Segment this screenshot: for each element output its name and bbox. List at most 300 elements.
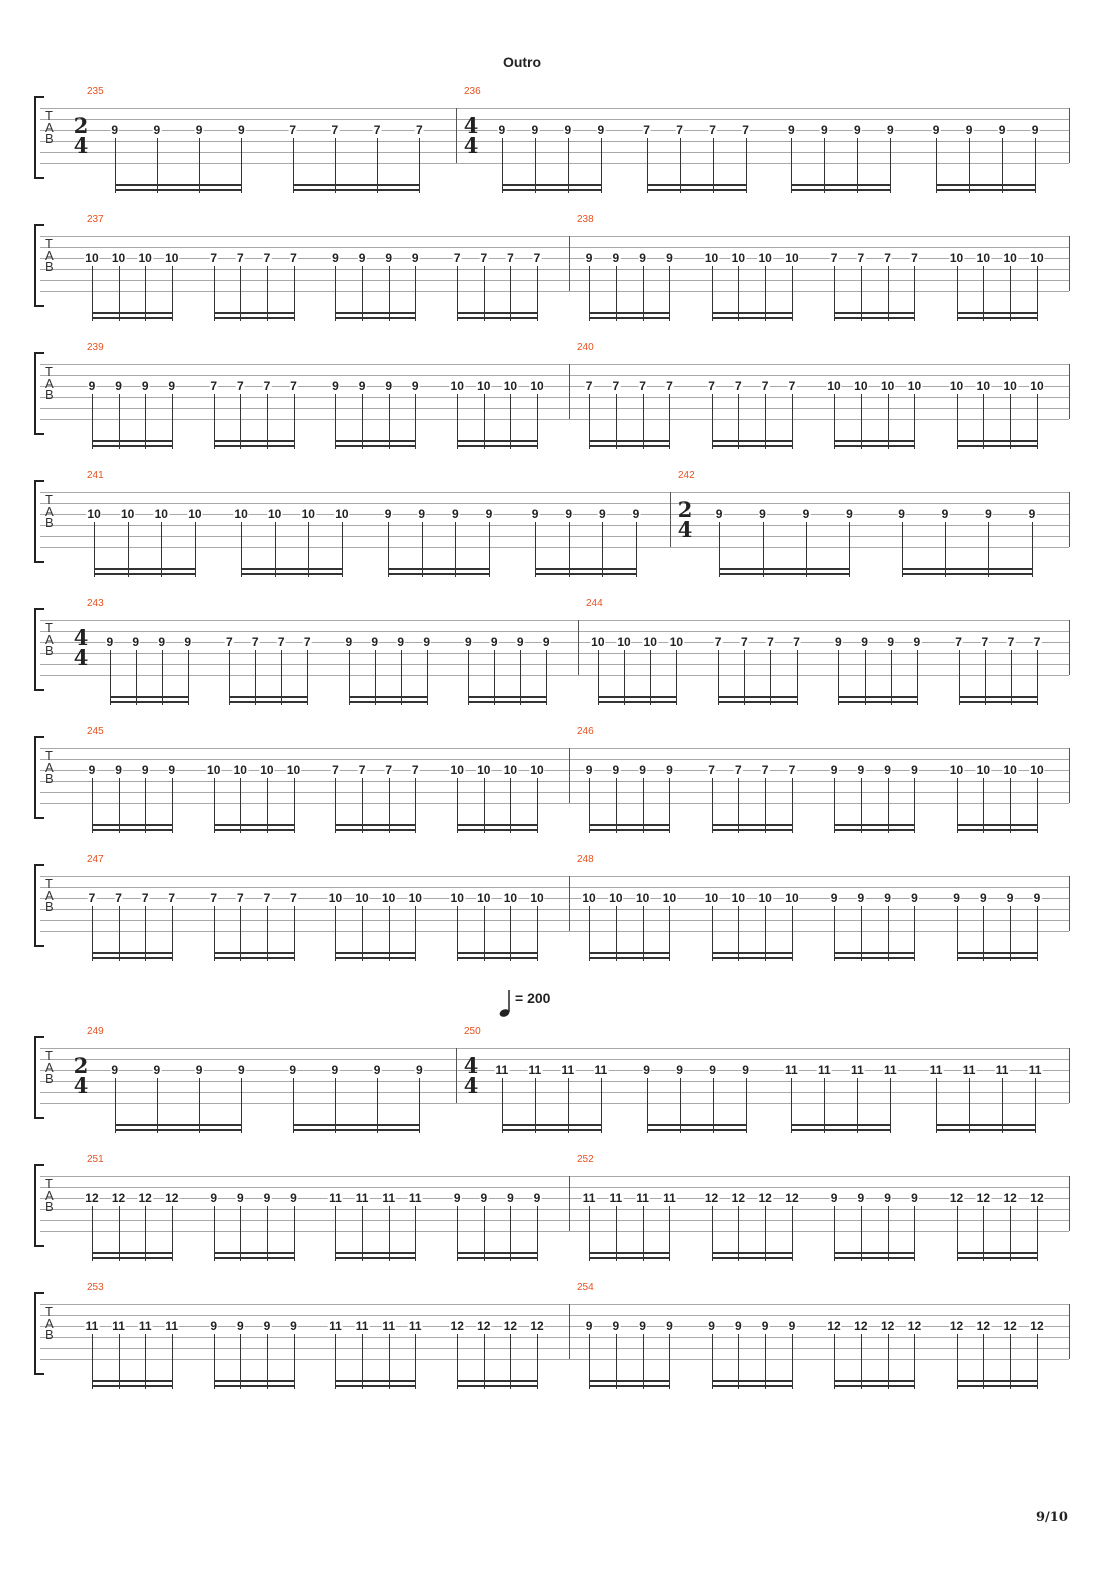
fret-number: 10 <box>503 891 518 905</box>
fret-number: 10 <box>87 507 101 521</box>
beam <box>92 440 173 442</box>
time-signature-top: 2 <box>73 1053 89 1078</box>
fret-number: 9 <box>411 379 419 393</box>
beam <box>712 829 793 831</box>
fret-number: 7 <box>643 123 650 137</box>
beam <box>115 1124 242 1126</box>
fret-number: 9 <box>106 635 114 649</box>
tab-clef-letter: B <box>45 259 54 274</box>
fret-number: 11 <box>609 1191 623 1205</box>
fret-number: 7 <box>735 763 742 777</box>
fret-number: 11 <box>408 1319 422 1333</box>
fret-number: 9 <box>913 635 921 649</box>
beam <box>589 445 670 447</box>
fret-number: 10 <box>268 507 282 521</box>
fret-number: 10 <box>731 251 746 265</box>
fret-number: 7 <box>884 251 891 265</box>
fret-number: 10 <box>880 379 895 393</box>
fret-number: 9 <box>237 123 245 137</box>
fret-number: 9 <box>358 379 366 393</box>
fret-number: 11 <box>329 1191 342 1205</box>
fret-number: 7 <box>1033 635 1041 649</box>
fret-number: 9 <box>195 123 203 137</box>
beam <box>335 317 416 319</box>
beam <box>457 824 538 826</box>
fret-number: 9 <box>857 891 865 905</box>
fret-number: 9 <box>666 1319 673 1333</box>
fret-number: 9 <box>332 251 339 265</box>
beam <box>293 184 420 186</box>
fret-number: 9 <box>418 507 426 521</box>
fret-number: 9 <box>263 1191 271 1205</box>
fret-number: 9 <box>884 1191 891 1205</box>
fret-number: 9 <box>857 1191 865 1205</box>
barline <box>1069 876 1070 931</box>
fret-number: 7 <box>303 635 311 649</box>
fret-number: 9 <box>153 123 161 137</box>
fret-number: 9 <box>263 1319 271 1333</box>
beam <box>957 1380 1038 1382</box>
tab-clef-letter: A <box>45 1315 54 1331</box>
staff-line <box>40 1304 1069 1305</box>
fret-number: 7 <box>263 251 271 265</box>
measure-number: 240 <box>577 342 594 353</box>
fret-number: 9 <box>132 635 140 649</box>
beam <box>936 1129 1036 1131</box>
fret-number: 9 <box>516 635 524 649</box>
beam <box>94 568 196 570</box>
beam <box>214 1252 295 1254</box>
fret-number: 7 <box>290 379 297 393</box>
fret-number: 11 <box>785 1063 798 1077</box>
section-title: Outro <box>502 54 542 70</box>
fret-number: 11 <box>884 1063 897 1077</box>
barline <box>1069 492 1070 547</box>
fret-number: 10 <box>669 635 684 649</box>
fret-number: 12 <box>827 1319 841 1333</box>
fret-number: 9 <box>236 1319 244 1333</box>
fret-number: 10 <box>662 891 677 905</box>
staff-line <box>40 664 1069 665</box>
fret-number: 9 <box>158 635 166 649</box>
fret-number: 9 <box>802 507 810 521</box>
measure-number: 238 <box>577 214 594 225</box>
beam <box>647 1124 747 1126</box>
measure-number: 244 <box>586 598 603 609</box>
fret-number: 11 <box>138 1319 152 1333</box>
barline <box>1069 108 1070 163</box>
beam <box>589 1380 670 1382</box>
staff-line <box>40 1176 1069 1177</box>
beam <box>94 573 196 575</box>
fret-number: 10 <box>138 251 152 265</box>
beam <box>335 1257 416 1259</box>
fret-number: 9 <box>597 123 605 137</box>
staff-line <box>40 748 1069 749</box>
fret-number: 10 <box>477 891 491 905</box>
tab-clef-letter: A <box>45 247 54 263</box>
fret-number: 9 <box>612 1319 620 1333</box>
fret-number: 9 <box>788 1319 796 1333</box>
time-signature-bottom: 4 <box>463 1073 479 1098</box>
beam <box>791 1124 891 1126</box>
fret-number: 9 <box>397 635 405 649</box>
fret-number: 9 <box>485 507 493 521</box>
fret-number: 9 <box>676 1063 683 1077</box>
beam <box>647 184 747 186</box>
beam <box>457 1252 538 1254</box>
fret-number: 9 <box>507 1191 514 1205</box>
barline <box>456 108 457 163</box>
beam <box>92 317 173 319</box>
staff-line <box>40 887 1069 888</box>
tab-clef-letter: B <box>45 899 54 914</box>
fret-number: 12 <box>976 1319 991 1333</box>
tab-clef-letter: T <box>45 1176 53 1191</box>
fret-number: 12 <box>704 1191 719 1205</box>
tab-clef-letter: A <box>45 503 54 519</box>
tab-system <box>0 1026 1110 1158</box>
fret-number: 7 <box>788 763 796 777</box>
tab-system <box>0 214 1110 346</box>
fret-number: 11 <box>962 1063 976 1077</box>
fret-number: 10 <box>976 763 991 777</box>
beam <box>589 317 670 319</box>
tab-clef-letter: B <box>45 771 54 786</box>
beam <box>589 1385 670 1387</box>
fret-number: 10 <box>635 891 650 905</box>
beam <box>791 184 891 186</box>
beam <box>718 696 798 698</box>
fret-number: 7 <box>331 123 339 137</box>
fret-number: 9 <box>857 763 865 777</box>
fret-number: 9 <box>453 1191 461 1205</box>
fret-number: 10 <box>758 251 772 265</box>
tab-clef-letter: T <box>45 108 53 123</box>
measure-number: 251 <box>87 1154 104 1165</box>
beam <box>349 696 428 698</box>
fret-number: 12 <box>854 1319 868 1333</box>
tab-clef-letter: T <box>45 748 53 763</box>
fret-number: 9 <box>998 123 1006 137</box>
beam <box>957 312 1038 314</box>
barline <box>569 364 570 419</box>
fret-number: 7 <box>761 763 769 777</box>
beam <box>712 957 793 959</box>
beam <box>834 829 915 831</box>
staff-line <box>40 364 1069 365</box>
beam <box>457 957 538 959</box>
quarter-note-icon <box>497 988 513 1020</box>
fret-number: 7 <box>708 763 715 777</box>
fret-number: 7 <box>289 123 296 137</box>
measure-number: 252 <box>577 1154 594 1165</box>
fret-number: 9 <box>708 1319 715 1333</box>
fret-number: 10 <box>785 251 799 265</box>
fret-number: 10 <box>450 379 464 393</box>
beam <box>214 312 295 314</box>
staff-line <box>40 503 1069 504</box>
fret-number: 9 <box>759 507 766 521</box>
fret-number: 10 <box>785 891 799 905</box>
staff-line <box>40 759 1069 760</box>
beam <box>335 957 416 959</box>
beam <box>214 957 295 959</box>
fret-number: 9 <box>373 1063 381 1077</box>
fret-number: 9 <box>498 123 506 137</box>
fret-number: 12 <box>731 1191 746 1205</box>
tab-system <box>0 854 1110 986</box>
tab-clef-letter: A <box>45 1059 54 1075</box>
fret-number: 7 <box>373 123 381 137</box>
beam <box>535 568 637 570</box>
fret-number: 11 <box>851 1063 864 1077</box>
beam <box>712 824 793 826</box>
beam <box>468 701 547 703</box>
beam <box>335 1380 416 1382</box>
fret-number: 11 <box>355 1319 369 1333</box>
beam <box>92 1385 173 1387</box>
fret-number: 9 <box>666 763 673 777</box>
fret-number: 7 <box>911 251 918 265</box>
fret-number: 10 <box>477 763 491 777</box>
barline <box>569 236 570 291</box>
beam <box>335 824 416 826</box>
fret-number: 9 <box>980 891 987 905</box>
time-signature-bottom: 4 <box>73 133 89 158</box>
fret-number: 9 <box>598 507 606 521</box>
staff-line <box>40 1059 1069 1060</box>
fret-number: 9 <box>953 891 960 905</box>
fret-number: 7 <box>236 251 244 265</box>
beam <box>647 1129 747 1131</box>
fret-number: 10 <box>1030 379 1044 393</box>
measure-number: 245 <box>87 726 104 737</box>
beam <box>335 312 416 314</box>
fret-number: 7 <box>141 891 149 905</box>
time-signature-bottom: 4 <box>677 517 693 542</box>
staff-line <box>40 675 1069 676</box>
fret-number: 9 <box>932 123 940 137</box>
fret-number: 9 <box>290 1191 297 1205</box>
fret-number: 12 <box>85 1191 99 1205</box>
fret-number: 7 <box>415 123 423 137</box>
fret-number: 9 <box>887 123 894 137</box>
beam <box>92 312 173 314</box>
fret-number: 7 <box>251 635 259 649</box>
tab-clef-letter: T <box>45 876 53 891</box>
fret-number: 9 <box>542 635 550 649</box>
staff-line <box>40 236 1069 237</box>
staff-line <box>40 653 1069 654</box>
fret-number: 7 <box>290 891 297 905</box>
barline <box>456 1048 457 1103</box>
beam <box>712 445 793 447</box>
beam <box>457 1385 538 1387</box>
beam <box>457 1257 538 1259</box>
tab-clef-letter: B <box>45 1071 54 1086</box>
tab-clef-letter: T <box>45 1048 53 1063</box>
tab-clef-letter: T <box>45 620 53 635</box>
beam <box>791 189 891 191</box>
beam <box>110 696 189 698</box>
fret-number: 7 <box>507 251 514 265</box>
fret-number: 9 <box>835 635 842 649</box>
fret-number: 9 <box>195 1063 203 1077</box>
fret-number: 9 <box>533 1191 541 1205</box>
fret-number: 9 <box>236 1191 244 1205</box>
fret-number: 9 <box>941 507 949 521</box>
staff-line <box>40 1187 1069 1188</box>
staff-line <box>40 1048 1069 1049</box>
beam <box>110 701 189 703</box>
fret-number: 7 <box>612 379 620 393</box>
fret-number: 7 <box>385 763 393 777</box>
beam <box>902 568 1033 570</box>
page-number: 9/10 <box>1036 1510 1068 1525</box>
staff-line <box>40 247 1069 248</box>
tab-clef-letter: A <box>45 119 54 135</box>
fret-number: 9 <box>830 1191 838 1205</box>
beam <box>457 445 538 447</box>
fret-number: 7 <box>714 635 722 649</box>
measure-number: 249 <box>87 1026 104 1037</box>
beam <box>589 440 670 442</box>
fret-number: 9 <box>788 123 795 137</box>
barline <box>1069 620 1070 675</box>
fret-number: 7 <box>168 891 176 905</box>
fret-number: 10 <box>976 379 991 393</box>
beam <box>115 1129 242 1131</box>
fret-number: 7 <box>742 123 749 137</box>
barline <box>1069 364 1070 419</box>
fret-number: 9 <box>358 251 366 265</box>
fret-number: 7 <box>955 635 962 649</box>
beam <box>712 440 793 442</box>
beam <box>229 696 308 698</box>
fret-number: 10 <box>207 763 221 777</box>
fret-number: 9 <box>531 507 539 521</box>
fret-number: 9 <box>565 507 573 521</box>
beam <box>957 957 1038 959</box>
beam <box>457 829 538 831</box>
fret-number: 12 <box>477 1319 491 1333</box>
fret-number: 9 <box>846 507 853 521</box>
measure-number: 253 <box>87 1282 104 1293</box>
fret-number: 9 <box>639 1319 646 1333</box>
beam <box>214 829 295 831</box>
time-signature-top: 4 <box>73 625 89 650</box>
beam <box>388 568 490 570</box>
fret-number: 9 <box>411 251 419 265</box>
fret-number: 9 <box>111 1063 118 1077</box>
fret-number: 10 <box>111 251 126 265</box>
barline <box>1069 1048 1070 1103</box>
fret-number: 9 <box>237 1063 245 1077</box>
fret-number: 7 <box>830 251 838 265</box>
fret-number: 9 <box>735 1319 742 1333</box>
fret-number: 7 <box>585 379 593 393</box>
fret-number: 9 <box>666 251 673 265</box>
fret-number: 12 <box>949 1319 964 1333</box>
fret-number: 12 <box>450 1319 464 1333</box>
staff-line <box>40 620 1069 621</box>
beam <box>502 1129 602 1131</box>
beam <box>838 701 918 703</box>
time-signature-bottom: 4 <box>463 133 479 158</box>
fret-number: 9 <box>184 635 192 649</box>
fret-number: 10 <box>188 507 202 521</box>
fret-number: 9 <box>88 763 96 777</box>
fret-number: 9 <box>451 507 459 521</box>
beam <box>712 317 793 319</box>
tab-system <box>0 726 1110 858</box>
beam <box>335 952 416 954</box>
fret-number: 7 <box>263 379 271 393</box>
staff-line <box>40 152 1069 153</box>
fret-number: 7 <box>88 891 96 905</box>
tab-clef-letter: B <box>45 1199 54 1214</box>
fret-number: 9 <box>715 507 723 521</box>
beam <box>791 1129 891 1131</box>
tempo-value: = 200 <box>515 990 551 1006</box>
fret-number: 10 <box>503 379 518 393</box>
fret-number: 10 <box>949 379 964 393</box>
tempo-marking <box>497 986 577 1020</box>
staff-line <box>40 1081 1069 1082</box>
fret-number: 10 <box>408 891 422 905</box>
fret-number: 10 <box>704 251 719 265</box>
fret-number: 9 <box>384 507 392 521</box>
fret-number: 10 <box>165 251 179 265</box>
beam <box>349 701 428 703</box>
fret-number: 9 <box>612 763 620 777</box>
fret-number: 7 <box>210 379 218 393</box>
fret-number: 12 <box>111 1191 126 1205</box>
fret-number: 11 <box>408 1191 422 1205</box>
fret-number: 9 <box>1033 891 1041 905</box>
fret-number: 10 <box>827 379 841 393</box>
fret-number: 9 <box>385 379 393 393</box>
fret-number: 7 <box>709 123 716 137</box>
fret-number: 9 <box>911 763 918 777</box>
fret-number: 10 <box>286 763 301 777</box>
beam <box>115 184 242 186</box>
fret-number: 9 <box>639 763 646 777</box>
fret-number: 7 <box>453 251 461 265</box>
fret-number: 9 <box>884 891 891 905</box>
fret-number: 11 <box>929 1063 943 1077</box>
time-signature-bottom: 4 <box>73 645 89 670</box>
fret-number: 9 <box>153 1063 161 1077</box>
fret-number: 10 <box>530 763 544 777</box>
fret-number: 10 <box>1003 379 1017 393</box>
fret-number: 9 <box>531 123 539 137</box>
fret-number: 10 <box>450 891 464 905</box>
beam <box>457 1380 538 1382</box>
fret-number: 11 <box>561 1063 575 1077</box>
fret-number: 9 <box>88 379 96 393</box>
fret-number: 9 <box>1031 123 1039 137</box>
tab-clef-letter: A <box>45 1187 54 1203</box>
beam <box>902 573 1033 575</box>
fret-number: 10 <box>85 251 99 265</box>
staff-line <box>40 492 1069 493</box>
time-signature-top: 2 <box>677 497 693 522</box>
fret-number: 7 <box>210 251 218 265</box>
fret-number: 12 <box>530 1319 544 1333</box>
tab-clef-letter: A <box>45 887 54 903</box>
